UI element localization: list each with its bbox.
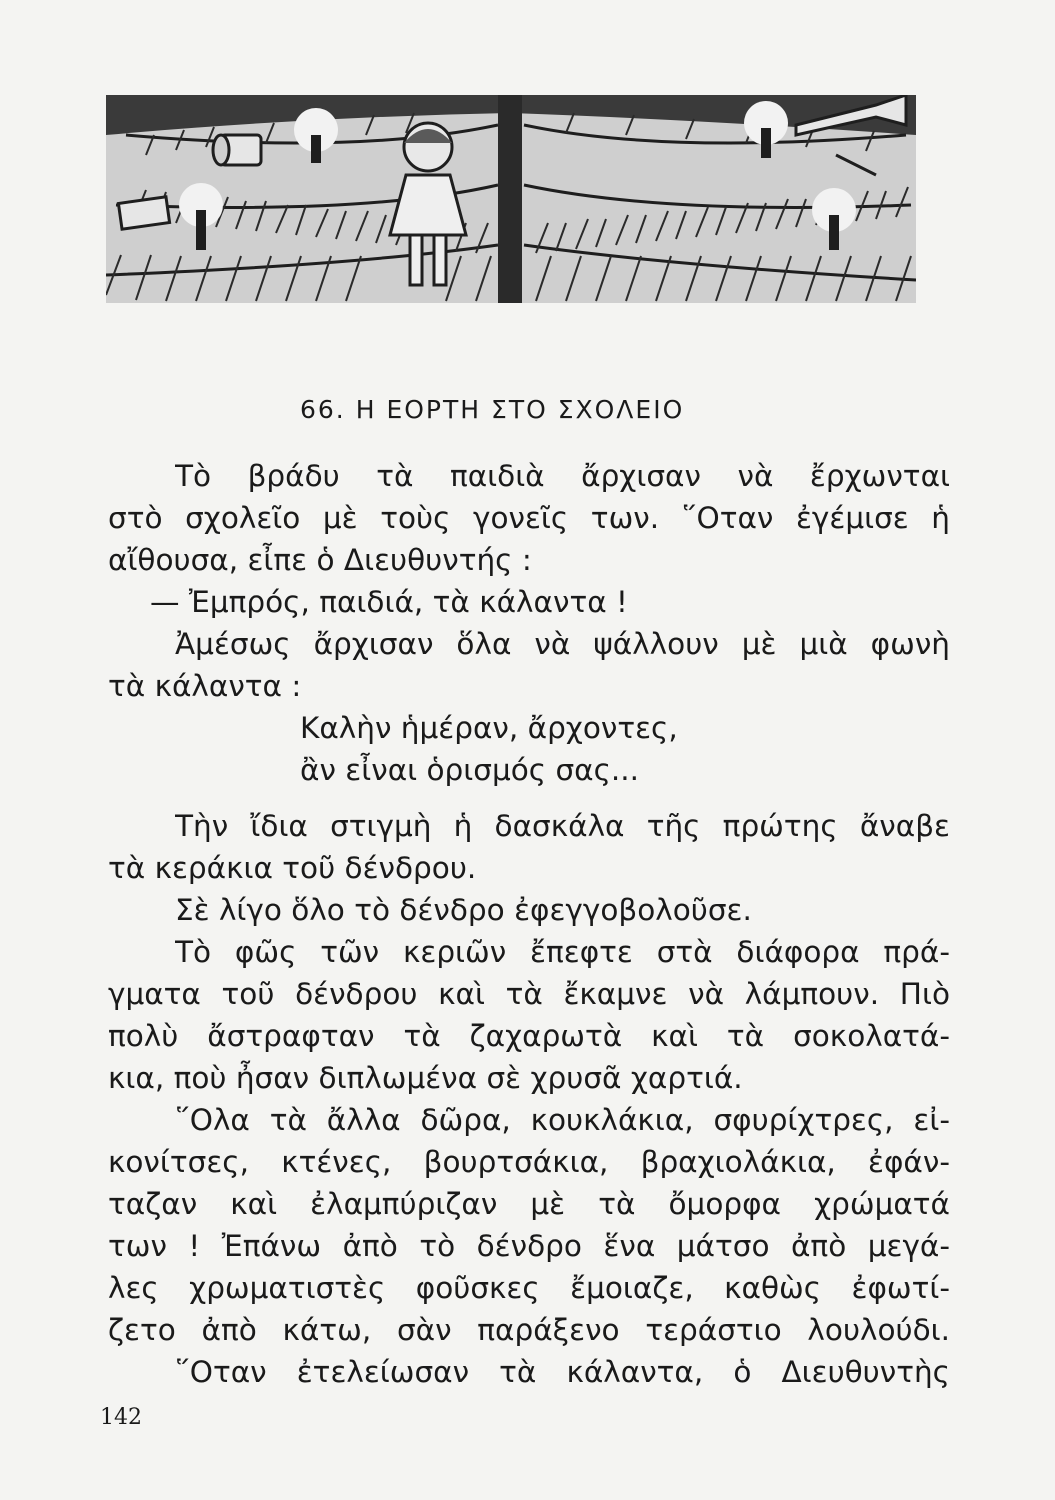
text-line: ῞Ολα τὰ ἄλλα δῶρα, κουκλάκια, σφυρίχτρες, εἰ- [175, 1103, 950, 1137]
text-line: πολὺ ἄστραφταν τὰ ζαχαρωτὰ καὶ τὰ σοκολατά- [108, 1019, 950, 1053]
text-line: — Ἐμπρός, παιδιά, τὰ κάλαντα ! [150, 585, 628, 619]
text-line: ῞Οταν ἐτελείωσαν τὰ κάλαντα, ὁ Διευθυντὴς [175, 1355, 950, 1389]
text-line: τὰ κάλαντα : [108, 669, 302, 703]
verse-line: Καλὴν ἡμέραν, ἄρχοντες, [300, 711, 678, 745]
christmas-tree-illustration [106, 95, 916, 303]
text-line: λες χρωματιστὲς φοῦσκες ἔμοιαζε, καθὼς ἐφωτί- [108, 1271, 950, 1305]
text-line: ζετο ἀπὸ κάτω, σὰν παράξενο τεράστιο λουλούδι. [108, 1313, 950, 1347]
text-line: Τὸ βράδυ τὰ παιδιὰ ἄρχισαν νὰ ἔρχωνται [175, 459, 950, 493]
text-line: Τὸ φῶς τῶν κεριῶν ἔπεφτε στὰ διάφορα πρά- [175, 935, 950, 969]
text-line: γματα τοῦ δένδρου καὶ τὰ ἔκαμνε νὰ λάμπουν. Πιὸ [108, 977, 950, 1011]
text-line: στὸ σχολεῖο μὲ τοὺς γονεῖς των. ῞Οταν ἐγέμισε ἡ [108, 501, 950, 535]
text-line: κια, ποὺ ἦσαν διπλωμένα σὲ χρυσᾶ χαρτιά. [108, 1061, 743, 1095]
page-number: 142 [100, 1405, 142, 1430]
text-line: τὰ κεράκια τοῦ δένδρου. [108, 851, 477, 885]
text-line: Ἀμέσως ἄρχισαν ὅλα νὰ ψάλλουν μὲ μιὰ φωνὴ [175, 627, 950, 661]
text-line: ταζαν καὶ ἐλαμπύριζαν μὲ τὰ ὄμορφα χρώματά [108, 1187, 950, 1221]
text-line: Σὲ λίγο ὅλο τὸ δένδρο ἐφεγγοβολοῦσε. [175, 893, 752, 927]
text-line: των ! Ἐπάνω ἀπὸ τὸ δένδρο ἕνα μάτσο ἀπὸ μεγά- [108, 1229, 950, 1263]
text-line: κονίτσες, κτένες, βουρτσάκια, βραχιολάκια, ἐφάν- [108, 1145, 950, 1179]
chapter-title: 66. Η ΕΟΡΤΗ ΣΤΟ ΣΧΟΛΕΙΟ [300, 395, 685, 424]
text-line: αἴθουσα, εἶπε ὁ Διευθυντής : [108, 543, 532, 577]
text-line: Τὴν ἴδια στιγμὴ ἡ δασκάλα τῆς πρώτης ἄναβε [175, 809, 950, 843]
verse-line: ἂν εἶναι ὁρισμός σας... [300, 753, 640, 787]
